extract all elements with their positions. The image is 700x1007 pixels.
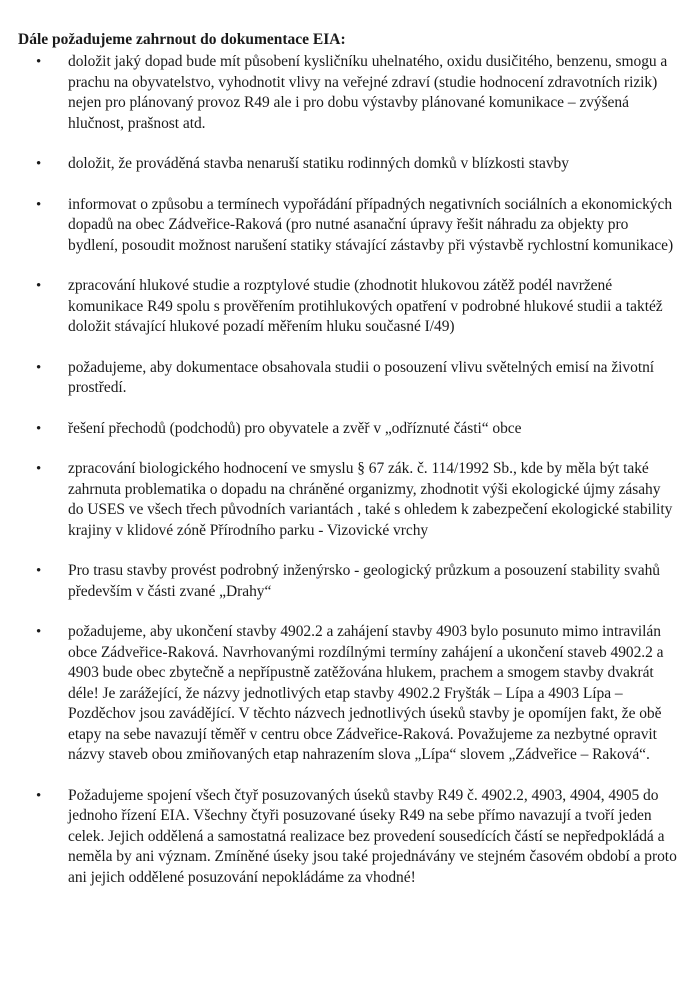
list-item: [18, 52, 678, 134]
list-item: [18, 419, 678, 440]
list-item-text: Požadujeme spojení všech čtyř posuzovaných úseků stavby R49 č. 4902.2, 4903, 4904, 4905 do jednoho řízení EIA. Všechny čtyři posuzované úseky R49 na sebe přímo navazují a tvoří jeden celek. Jejich oddělená a samostatná realizace bez provedení sousedících částí se nepředpokládá a neměla by ani význam. Zmíněné úseky jsou také projednávány ve stejném časovém období a proto ani jejich oddělené posuzování nepokládáme za vhodné!: [68, 786, 677, 886]
bullet-icon: •: [36, 359, 42, 376]
bullet-icon: •: [36, 563, 42, 579]
list-item: [18, 276, 678, 338]
list-item: [18, 154, 678, 175]
list-item-text: zpracování biologického hodnocení ve smyslu § 67 zák. č. 114/1992 Sb., kde by měla být také zahrnuta problematika o dopadu na chráněné organizmy, zhodnotit výši ekologické újmy zásahy do USES ve všech třech původních variantách , také s ohledem k zabezpečení ekologické stability krajiny v klidové zóně Přírodního parku - Vizovické vrchy: [68, 460, 673, 539]
list-item-text: doložit, že prováděná stavba nenaruší statiku rodinných domků v blízkosti stavby: [68, 155, 569, 172]
bullet-icon: •: [36, 420, 42, 437]
list-item: [18, 561, 678, 602]
requirements-list: [18, 52, 678, 888]
list-item: [18, 786, 678, 889]
bullet-icon: •: [36, 461, 42, 477]
list-item-text: doložit jaký dopad bude mít působení kysličníku uhelnatého, oxidu dusičitého, benzenu, smogu a prachu na obyvatelstvo, vyhodnotit vlivy na veřejné zdraví (studie hodnocení zdravotních rizik) nejen pro plánovaný provoz R49 ale i pro dobu výstavby plánované komunikace – zvýšená hlučnost, prašnost atd.: [68, 53, 668, 132]
bullet-icon: •: [36, 278, 42, 294]
bullet-icon: •: [36, 54, 42, 70]
bullet-icon: •: [36, 196, 42, 213]
list-item-text: informovat o způsobu a termínech vypořádání případných negativních sociálních a ekonomických dopadů na obec Zádveřice-Raková (pro nutné asanační úpravy řešit náhradu za objekty pro bydlení, posoudit možnost narušení statiky stávající zástavby při výstavbě rychlostní komunikace): [68, 195, 674, 254]
list-item-text: požadujeme, aby dokumentace obsahovala studii o posouzení vlivu světelných emisí na životní prostředí.: [68, 358, 655, 396]
bullet-icon: •: [36, 624, 42, 640]
bullet-icon: •: [36, 787, 42, 804]
list-item: [18, 622, 678, 766]
list-item-text: Pro trasu stavby provést podrobný inženýrsko - geologický průzkum a posouzení stability svahů především v části zvané „Drahy“: [68, 562, 660, 600]
list-item: [18, 358, 678, 399]
list-item: [18, 459, 678, 541]
list-item: [18, 195, 678, 257]
list-item-text: požadujeme, aby ukončení stavby 4902.2 a zahájení stavby 4903 bylo posunuto mimo intravilán obce Zádveřice-Raková. Navrhovanými rozdílnými termíny zahájení a ukončení staveb 4902.2 a 4903 bude obec zbytečně a nepřípustně zatěžována hlukem, prachem a smogem stavby dvakrát déle! Je zarážející, že názvy jednotlivých etap stavby 4902.2 Fryšták – Lípa a 4903 Lípa – Pozděchov jsou zavádějící. V těchto názvech jednotlivých úseků stavby je opomíjen fakt, že obě etapy na sebe navazují těměř v centru obce Zádveřice-Raková. Považujeme za nezbytné opravit názvy staveb obou zmiňovaných etap nahrazením slova „Lípa“ slovem „Zádveřice – Raková“.: [68, 623, 664, 763]
section-heading: Dále požadujeme zahrnout do dokumentace EIA:: [18, 31, 346, 48]
list-item-text: zpracování hlukové studie a rozptylové studie (zhodnotit hlukovou zátěž podél navržené komunikace R49 spolu s prověřením protihlukových opatření v podrobné hlukové studii a taktéž doložit stávající hlukové pozadí měřením hluku současné I/49): [68, 277, 663, 335]
bullet-icon: •: [36, 156, 42, 172]
list-item-text: řešení přechodů (podchodů) pro obyvatele a zvěř v „odříznuté části“ obce: [68, 419, 522, 437]
